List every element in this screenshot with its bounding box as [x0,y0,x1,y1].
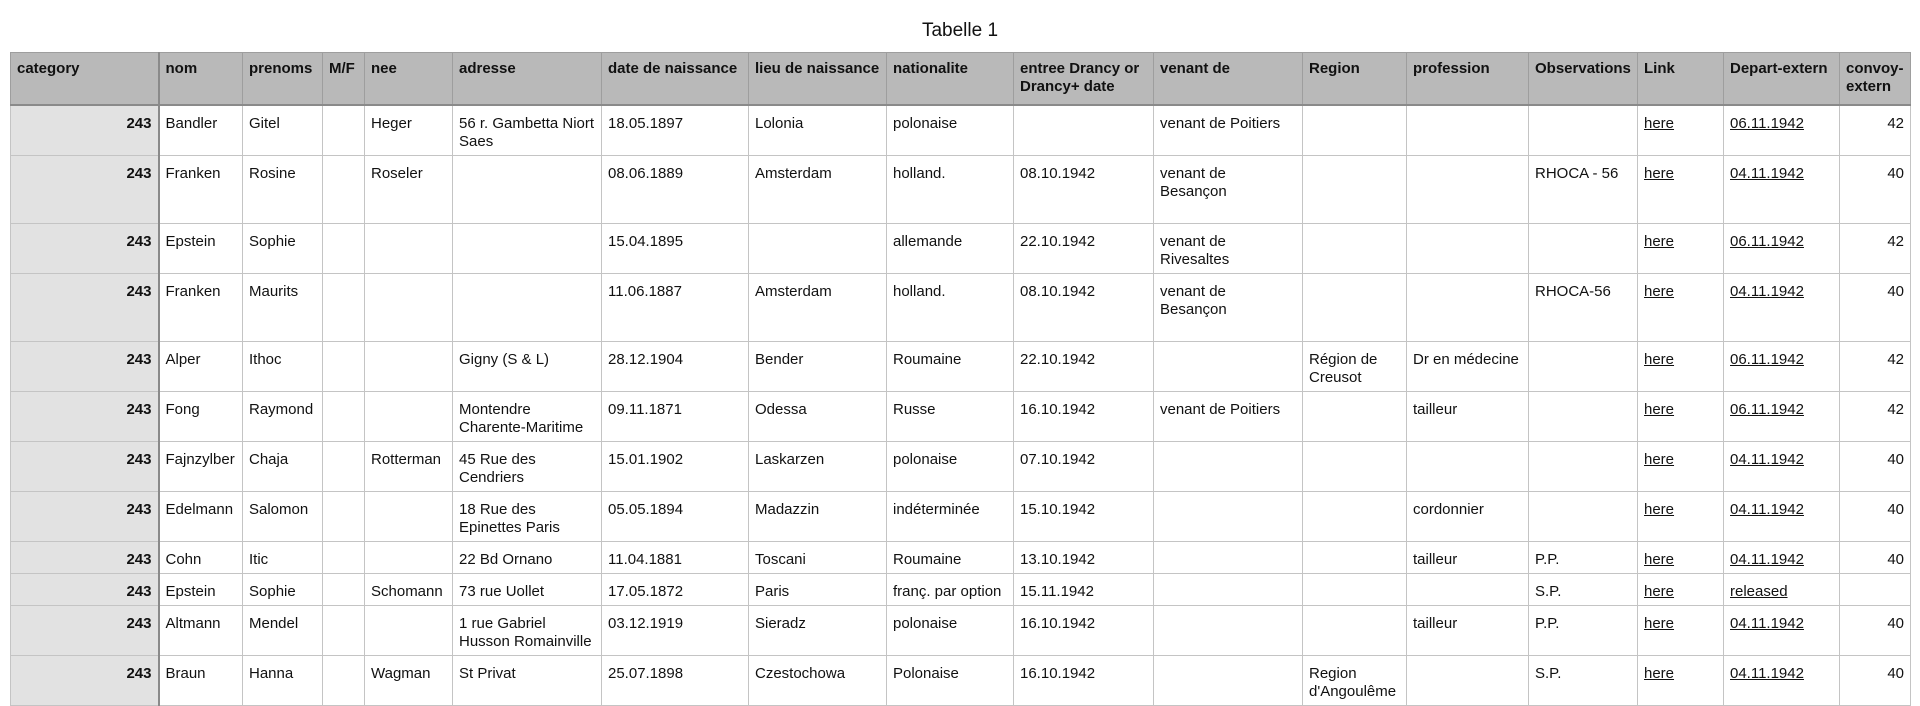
category-cell: 243 [11,342,159,392]
region-cell [1303,224,1407,274]
column-header: prenoms [243,53,323,106]
lieu-naissance-cell: Odessa [749,392,887,442]
record-link[interactable]: here [1644,233,1675,250]
convoy-extern-cell: 40 [1840,542,1911,574]
observations-cell [1529,105,1638,156]
mf-cell [323,606,365,656]
region-cell [1303,574,1407,606]
venant-de-cell [1154,606,1303,656]
nationalite-cell: Roumaine [887,542,1014,574]
venant-de-cell: venant de Besançon [1154,274,1303,342]
table-row [11,656,1911,706]
prenoms-cell: Sophie [243,224,323,274]
convoy-extern-cell: 40 [1840,606,1911,656]
nom-cell: Franken [159,156,243,224]
category-cell: 243 [11,542,159,574]
convoy-extern-cell: 42 [1840,224,1911,274]
profession-cell [1407,105,1529,156]
observations-cell: RHOCA - 56 [1529,156,1638,224]
profession-cell [1407,442,1529,492]
table-title: Tabelle 1 [921,20,999,41]
observations-cell [1529,392,1638,442]
depart-extern-link[interactable]: released [1730,583,1788,600]
depart-extern-link[interactable]: 04.11.1942 [1730,501,1804,518]
adresse-cell: Gigny (S & L) [453,342,602,392]
lieu-naissance-cell: Czestochowa [749,656,887,706]
observations-cell: S.P. [1529,656,1638,706]
prenoms-cell: Salomon [243,492,323,542]
link-cell [1638,342,1724,392]
lieu-naissance-cell: Paris [749,574,887,606]
header-row [11,53,1911,106]
table-row [11,442,1911,492]
depart-extern-link[interactable]: 04.11.1942 [1730,451,1804,468]
adresse-cell: 18 Rue des Epinettes Paris [453,492,602,542]
observations-cell [1529,224,1638,274]
entree-drancy-cell: 22.10.1942 [1014,342,1154,392]
depart-extern-link[interactable]: 06.11.1942 [1730,115,1804,132]
depart-extern-cell [1724,105,1840,156]
venant-de-cell: venant de Besançon [1154,156,1303,224]
lieu-naissance-cell [749,224,887,274]
link-cell [1638,442,1724,492]
depart-extern-link[interactable]: 04.11.1942 [1730,615,1804,632]
nee-cell: Wagman [365,656,453,706]
region-cell [1303,542,1407,574]
mf-cell [323,574,365,606]
nationalite-cell: polonaise [887,606,1014,656]
venant-de-cell: venant de Rivesaltes [1154,224,1303,274]
column-header: Region [1303,53,1407,106]
profession-cell: tailleur [1407,542,1529,574]
entree-drancy-cell [1014,105,1154,156]
link-cell [1638,492,1724,542]
convoy-extern-cell: 42 [1840,342,1911,392]
nee-cell: Roseler [365,156,453,224]
prenoms-cell: Raymond [243,392,323,442]
profession-cell [1407,574,1529,606]
nom-cell: Epstein [159,224,243,274]
nee-cell [365,224,453,274]
nationalite-cell: polonaise [887,442,1014,492]
lieu-naissance-cell: Sieradz [749,606,887,656]
convoy-extern-cell: 40 [1840,442,1911,492]
nee-cell [365,342,453,392]
profession-cell [1407,224,1529,274]
nom-cell: Edelmann [159,492,243,542]
prenoms-cell: Mendel [243,606,323,656]
depart-extern-link[interactable]: 04.11.1942 [1730,283,1804,300]
mf-cell [323,105,365,156]
nee-cell: Schomann [365,574,453,606]
entree-drancy-cell: 15.10.1942 [1014,492,1154,542]
link-cell [1638,224,1724,274]
record-link[interactable]: here [1644,165,1675,182]
link-cell [1638,156,1724,224]
entree-drancy-cell: 13.10.1942 [1014,542,1154,574]
depart-extern-link[interactable]: 04.11.1942 [1730,551,1804,568]
table-row [11,342,1911,392]
date-naissance-cell: 17.05.1872 [602,574,749,606]
record-link[interactable]: here [1644,501,1675,518]
lieu-naissance-cell: Lolonia [749,105,887,156]
nationalite-cell: franç. par option [887,574,1014,606]
record-link[interactable]: here [1644,451,1675,468]
venant-de-cell [1154,342,1303,392]
depart-extern-cell [1724,442,1840,492]
nee-cell [365,542,453,574]
category-cell: 243 [11,656,159,706]
observations-cell [1529,442,1638,492]
date-naissance-cell: 05.05.1894 [602,492,749,542]
category-cell: 243 [11,156,159,224]
profession-cell [1407,156,1529,224]
column-header: convoy-extern [1840,53,1911,106]
venant-de-cell [1154,656,1303,706]
depart-extern-link[interactable]: 06.11.1942 [1730,233,1804,250]
adresse-cell: 56 r. Gambetta Niort Saes [453,105,602,156]
record-link[interactable]: here [1644,665,1675,682]
nationalite-cell: indéterminée [887,492,1014,542]
column-header: M/F [323,53,365,106]
observations-cell [1529,342,1638,392]
link-cell [1638,105,1724,156]
date-naissance-cell: 11.04.1881 [602,542,749,574]
date-naissance-cell: 09.11.1871 [602,392,749,442]
venant-de-cell [1154,442,1303,492]
entree-drancy-cell: 16.10.1942 [1014,392,1154,442]
region-cell: Région de Creusot [1303,342,1407,392]
table-row [11,392,1911,442]
lieu-naissance-cell: Bender [749,342,887,392]
nee-cell [365,606,453,656]
prenoms-cell: Gitel [243,105,323,156]
adresse-cell [453,156,602,224]
link-cell [1638,606,1724,656]
profession-cell: cordonnier [1407,492,1529,542]
adresse-cell: 73 rue Uollet [453,574,602,606]
prenoms-cell: Itic [243,542,323,574]
category-cell: 243 [11,442,159,492]
adresse-cell: 1 rue Gabriel Husson Romainville [453,606,602,656]
region-cell [1303,274,1407,342]
nom-cell: Franken [159,274,243,342]
nom-cell: Alper [159,342,243,392]
table-row [11,224,1911,274]
convoy-extern-cell [1840,574,1911,606]
prenoms-cell: Chaja [243,442,323,492]
region-cell [1303,492,1407,542]
record-link[interactable]: here [1644,351,1675,368]
nee-cell: Rotterman [365,442,453,492]
mf-cell [323,542,365,574]
nationalite-cell: Polonaise [887,656,1014,706]
nee-cell [365,392,453,442]
venant-de-cell: venant de Poitiers [1154,105,1303,156]
date-naissance-cell: 03.12.1919 [602,606,749,656]
entree-drancy-cell: 08.10.1942 [1014,156,1154,224]
mf-cell [323,224,365,274]
table-row [11,574,1911,606]
region-cell [1303,156,1407,224]
mf-cell [323,656,365,706]
depart-extern-link[interactable]: 04.11.1942 [1730,665,1804,682]
observations-cell: P.P. [1529,542,1638,574]
date-naissance-cell: 15.01.1902 [602,442,749,492]
nee-cell [365,492,453,542]
category-cell: 243 [11,392,159,442]
column-header: adresse [453,53,602,106]
lieu-naissance-cell: Laskarzen [749,442,887,492]
convoy-extern-cell: 40 [1840,156,1911,224]
link-cell [1638,656,1724,706]
category-cell: 243 [11,224,159,274]
category-cell: 243 [11,492,159,542]
profession-cell [1407,274,1529,342]
depart-extern-cell [1724,492,1840,542]
record-link[interactable]: here [1644,115,1675,132]
prenoms-cell: Hanna [243,656,323,706]
venant-de-cell [1154,574,1303,606]
depart-extern-cell [1724,156,1840,224]
lieu-naissance-cell: Madazzin [749,492,887,542]
nationalite-cell: holland. [887,274,1014,342]
nom-cell: Epstein [159,574,243,606]
prenoms-cell: Maurits [243,274,323,342]
venant-de-cell: venant de Poitiers [1154,392,1303,442]
table-row [11,542,1911,574]
entree-drancy-cell: 16.10.1942 [1014,656,1154,706]
depart-extern-cell [1724,392,1840,442]
observations-cell: P.P. [1529,606,1638,656]
nom-cell: Altmann [159,606,243,656]
depart-extern-cell [1724,656,1840,706]
data-table [10,52,1911,706]
nationalite-cell: allemande [887,224,1014,274]
nom-cell: Cohn [159,542,243,574]
adresse-cell: 45 Rue des Cendriers [453,442,602,492]
venant-de-cell [1154,492,1303,542]
convoy-extern-cell: 42 [1840,105,1911,156]
nationalite-cell: Roumaine [887,342,1014,392]
record-link[interactable]: here [1644,615,1675,632]
adresse-cell: 22 Bd Ornano [453,542,602,574]
column-header: Depart-extern [1724,53,1840,106]
nationalite-cell: Russe [887,392,1014,442]
depart-extern-cell [1724,542,1840,574]
region-cell: Region d'Angoulême [1303,656,1407,706]
convoy-extern-cell: 40 [1840,656,1911,706]
record-link[interactable]: here [1644,283,1675,300]
depart-extern-link[interactable]: 06.11.1942 [1730,401,1804,418]
convoy-extern-cell: 40 [1840,274,1911,342]
adresse-cell [453,274,602,342]
column-header: nee [365,53,453,106]
nom-cell: Bandler [159,105,243,156]
adresse-cell [453,224,602,274]
region-cell [1303,105,1407,156]
link-cell [1638,392,1724,442]
date-naissance-cell: 28.12.1904 [602,342,749,392]
nationalite-cell: holland. [887,156,1014,224]
mf-cell [323,274,365,342]
table-row [11,105,1911,156]
column-header: category [11,53,159,106]
category-cell: 243 [11,105,159,156]
column-header: profession [1407,53,1529,106]
lieu-naissance-cell: Toscani [749,542,887,574]
entree-drancy-cell: 16.10.1942 [1014,606,1154,656]
prenoms-cell: Rosine [243,156,323,224]
table-row [11,156,1911,224]
region-cell [1303,606,1407,656]
nee-cell [365,274,453,342]
region-cell [1303,442,1407,492]
date-naissance-cell: 25.07.1898 [602,656,749,706]
nee-cell: Heger [365,105,453,156]
entree-drancy-cell: 15.11.1942 [1014,574,1154,606]
table-row [11,606,1911,656]
lieu-naissance-cell: Amsterdam [749,156,887,224]
nom-cell: Fajnzylber [159,442,243,492]
column-header: entree Drancy or Drancy+ date [1014,53,1154,106]
prenoms-cell: Sophie [243,574,323,606]
column-header: nationalite [887,53,1014,106]
category-cell: 243 [11,274,159,342]
lieu-naissance-cell: Amsterdam [749,274,887,342]
depart-extern-cell [1724,606,1840,656]
depart-extern-cell [1724,274,1840,342]
category-cell: 243 [11,574,159,606]
profession-cell: Dr en médecine [1407,342,1529,392]
table-row [11,274,1911,342]
record-link[interactable]: here [1644,551,1675,568]
link-cell [1638,542,1724,574]
mf-cell [323,342,365,392]
profession-cell [1407,656,1529,706]
nationalite-cell: polonaise [887,105,1014,156]
column-header: Link [1638,53,1724,106]
adresse-cell: St Privat [453,656,602,706]
entree-drancy-cell: 22.10.1942 [1014,224,1154,274]
mf-cell [323,442,365,492]
profession-cell: tailleur [1407,392,1529,442]
depart-extern-cell [1724,574,1840,606]
nom-cell: Fong [159,392,243,442]
table-row [11,492,1911,542]
region-cell [1303,392,1407,442]
nom-cell: Braun [159,656,243,706]
column-header: venant de [1154,53,1303,106]
date-naissance-cell: 11.06.1887 [602,274,749,342]
depart-extern-link[interactable]: 04.11.1942 [1730,165,1804,182]
date-naissance-cell: 18.05.1897 [602,105,749,156]
date-naissance-cell: 15.04.1895 [602,224,749,274]
column-header: nom [159,53,243,106]
mf-cell [323,392,365,442]
prenoms-cell: Ithoc [243,342,323,392]
column-header: lieu de naissance [749,53,887,106]
adresse-cell: Montendre Charente-Maritime [453,392,602,442]
convoy-extern-cell: 40 [1840,492,1911,542]
mf-cell [323,156,365,224]
observations-cell: RHOCA-56 [1529,274,1638,342]
entree-drancy-cell: 07.10.1942 [1014,442,1154,492]
entree-drancy-cell: 08.10.1942 [1014,274,1154,342]
link-cell [1638,274,1724,342]
observations-cell: S.P. [1529,574,1638,606]
column-header: Observations [1529,53,1638,106]
mf-cell [323,492,365,542]
column-header: date de naissance [602,53,749,106]
convoy-extern-cell: 42 [1840,392,1911,442]
depart-extern-cell [1724,224,1840,274]
category-cell: 243 [11,606,159,656]
link-cell [1638,574,1724,606]
depart-extern-link[interactable]: 06.11.1942 [1730,351,1804,368]
record-link[interactable]: here [1644,583,1675,600]
profession-cell: tailleur [1407,606,1529,656]
observations-cell [1529,492,1638,542]
depart-extern-cell [1724,342,1840,392]
venant-de-cell [1154,542,1303,574]
record-link[interactable]: here [1644,401,1675,418]
date-naissance-cell: 08.06.1889 [602,156,749,224]
